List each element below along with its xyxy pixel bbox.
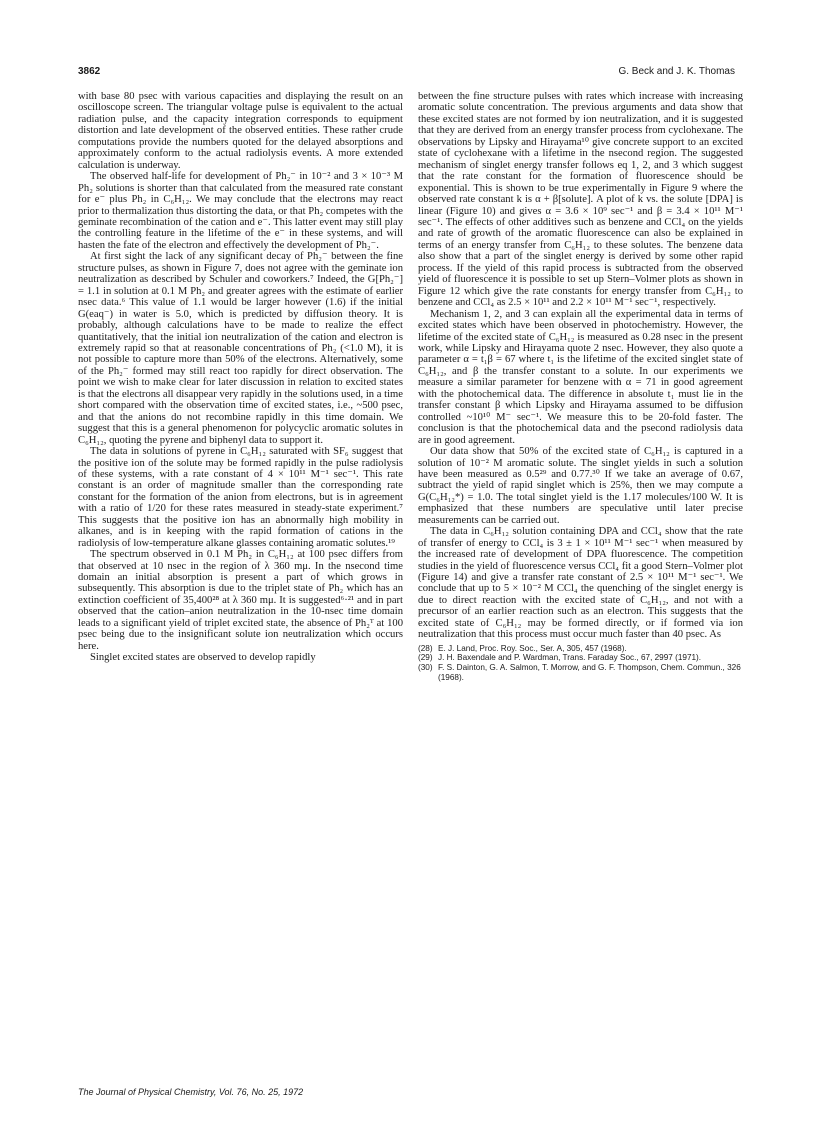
- paragraph: Singlet excited states are observed to develop rapidly: [90, 652, 316, 664]
- paragraph: with base 80 psec with various capacities and displaying the result on an oscilloscope screen. The triangular voltage pulse is equivalent to the actual radiation pulse, and the capacity integration corresponds to equipment distortion and late development of the observed entities. These rather crude computations provide the numbers quoted for the delayed absorptions and approximately conform to the actual radiolysis events. A more extended calculation is underway.: [78, 91, 403, 171]
- page-number: 3862: [78, 66, 101, 77]
- reference-number: (30): [418, 662, 433, 672]
- reference-number: (29): [418, 653, 433, 663]
- paragraph: The data in solutions of pyrene in C₆H₁₂ saturated with SF₆ suggest that the positive ion of the solute may be formed rapidly in the pulse radiolysis of these systems, with a rate constant of 4 × 10¹¹ M⁻¹ sec⁻¹. This rate constant is an order of magnitude smaller than the corresponding rate constant for the formation of the anion from electrons, but is in agreement with a ratio of 1/20 for these rates measured in steady-state experiment.⁷ This suggests that the positive ion has an abnormally high mobility in alkanes, and is in keeping with the rapid formation of cations in the radiolysis of low-temperature alkane glasses containing aromatic solutes.¹⁹: [78, 446, 403, 549]
- paragraph: The spectrum observed in 0.1 M Ph₂ in C₆H₁₂ at 100 psec differs from that observed at 10 nsec in the region of λ 360 mμ. In the nsecond time domain an initial absorption is present a part of which grows in subsequently. This absorption is due to the triplet state of Ph₂ which has an extinction coefficient of 35,400²⁸ at λ 360 mμ. It is suggested⁶·²¹ and in part observed that the cation–anion neutralization in the 10-nsec time domain leads to a significant yield of triplet excited state, the absence of Ph₂ᵀ at 100 psec being due to the insignificant solute ion neutralization which occurs here.: [78, 549, 403, 652]
- reference-item: [418, 653, 743, 663]
- paragraph: At first sight the lack of any significant decay of Ph₂⁻ between the fine structure pulses, as shown in Figure 7, does not agree with the geminate ion neutralization as described by Schuler and coworkers.⁷ Indeed, the G[Ph₂⁻] = 1.1 in solution at 0.1 M Ph₂ and greater agrees with the estimate of earlier nsec data.⁶ This value of 1.1 would be larger however (1.6) if the initial G(eaq⁻) in water is 5.0, which is predicted by diffusion theory. It is probably, although calculations have to be made to realize the effect quantitatively, that the initial ion neutralization of the cation and electron is extremely rapid so that at reasonable concentrations of Ph₂ (<1.0 M), it is not possible to capture more than 50% of the electrons. Alternatively, some of the Ph₂⁻ formed may still react too rapidly for direct observation. The point we wish to make clear for later discussion in relation to excited states is that the electrons all disappear very rapidly in the solutions used, in a time short compared with the observation time of excited states, i.e., ~500 psec, and that the anions do not recombine rapidly in this time domain. We suggest that this is a general phenomenon for polycyclic aromatic solutes in C₆H₁₂, quoting the pyrene and biphenyl data to support it.: [78, 251, 403, 446]
- reference-item: [418, 644, 743, 654]
- right-column: [418, 91, 743, 682]
- reference-text: F. S. Dainton, G. A. Salmon, T. Morrow, and G. F. Thompson, Chem. Commun., 326 (1968).: [438, 662, 741, 682]
- running-head: G. Beck and J. K. Thomas: [618, 66, 735, 77]
- left-column: [78, 91, 403, 664]
- journal-footer: The Journal of Physical Chemistry, Vol. 76, No. 25, 1972: [78, 1087, 304, 1097]
- paragraph: Mechanism 1, 2, and 3 can explain all the experimental data in terms of excited states which have been observed in photochemistry. However, the lifetime of the excited state of C₆H₁₂ is measured as 0.28 nsec in the present work, while Lipsky and Hirayama quote 2 nsec. However, they also quote a parameter α = t₁β = 67 where t₁ is the lifetime of the excited singlet state of C₆H₁₂, and β the transfer constant to a solute. In our experiments we measure a similar parameter for benzene with α = 71 in good agreement with the photochemical data. The difference in absolute t₁ must lie in the transfer constant β which Lipsky and Hirayama assumed to be diffusion controlled ~10¹⁰ M⁻ sec⁻¹. We measure this to be 20-fold faster. The conclusion is that the photochemical data and the psecond radiolysis data are in good agreement.: [418, 308, 743, 446]
- paragraph: The observed half-life for development of Ph₂⁻ in 10⁻² and 3 × 10⁻³ M Ph₂ solutions is shorter than that calculated from the measured rate constant for e⁻ plus Ph₂ in C₆H₁₂. We may conclude that the electrons may react prior to thermalization thus distorting the data, or that Ph₂ competes with the geminate recombination of the cation and e⁻. This latter event may still play the controlling feature in the lifetime of the e⁻ in these systems, and will hasten the fate of the electron and effectively the development of Ph₂⁻.: [78, 171, 403, 251]
- reference-number: (28): [418, 643, 433, 653]
- paragraph: between the fine structure pulses with rates which increase with increasing aromatic solute concentration. The previous arguments and data show that these excited states are not formed by ion neutralization, and it is suggested that they are derived from an energy transfer process from cyclohexane. The observations by Lipsky and Hirayama¹⁰ give concrete support to an excited state of cyclohexane with a lifetime in the nsecond region. The suggested mechanism of singlet energy transfer follows eq 1, 2, and 3 which suggest that the rate constant for the formation of fluorescence should be exponential. This is shown to be true experimentally in Figure 9 where the observed rate constant k is α + β[solute]. A plot of k vs. the solute [DPA] is linear (Figure 10) and gives α = 3.6 × 10⁹ sec⁻¹ and β = 3.4 × 10¹¹ M⁻¹ sec⁻¹. The effects of other additives such as benzene and CCl₄ on the yields and rate of growth of the aromatic fluorescence can also be explained in terms of an energy transfer from C₆H₁₂ to these solutes. The benzene data also show that a part of the singlet energy is derived by some other rapid process. If the yield of this rapid process is subtracted from the observed yield of fluorescence it is possible to set up Stern–Volmer plots as shown in Figure 12 which give the rate constants for energy transfer from C₆H₁₂ to benzene and CCl₄ as 2.5 × 10¹¹ and 2.2 × 10¹¹ M⁻¹ sec⁻¹, respectively.: [418, 91, 743, 309]
- paragraph: The data in C₆H₁₂ solution containing DPA and CCl₄ show that the rate of transfer of energy to CCl₄ is 3 ± 1 × 10¹¹ M⁻¹ sec⁻¹ when measured by the increased rate of development of DPA fluorescence. The competition studies in the yield of fluorescence versus CCl₄ fit a good Stern–Volmer plot (Figure 14) and give a transfer rate constant of 2.5 × 10¹¹ M⁻¹ sec⁻¹. We conclude that up to 5 × 10⁻² M CCl₄ the quenching of the singlet energy is due to direct reaction with the excited state of C₆H₁₂, and not with a precursor of an earlier reaction such as an electron. This suggests that the excited state of C₆H₁₂ may be formed directly, or if formed via ion neutralization that this process must occur much faster than 40 psec. As: [418, 526, 743, 641]
- reference-item: [418, 663, 743, 682]
- references: [418, 644, 743, 682]
- reference-text: E. J. Land, Proc. Roy. Soc., Ser. A, 305, 457 (1968).: [438, 643, 627, 653]
- paragraph: Our data show that 50% of the excited state of C₆H₁₂ is captured in a solution of 10⁻² M aromatic solute. The singlet yields in such a solution have been measured as 0.5²⁹ and 0.77.³⁰ If we take an average of 0.67, subtract the yield of rapid singlet which is 25%, then we may compute a G(C₆H₁₂*) = 1.0. The total singlet yield is the 1.17 molecules/100 W. It is emphasized that these numbers are speculative until later precise measurements can be carried out.: [418, 446, 743, 526]
- reference-text: J. H. Baxendale and P. Wardman, Trans. Faraday Soc., 67, 2997 (1971).: [438, 653, 702, 663]
